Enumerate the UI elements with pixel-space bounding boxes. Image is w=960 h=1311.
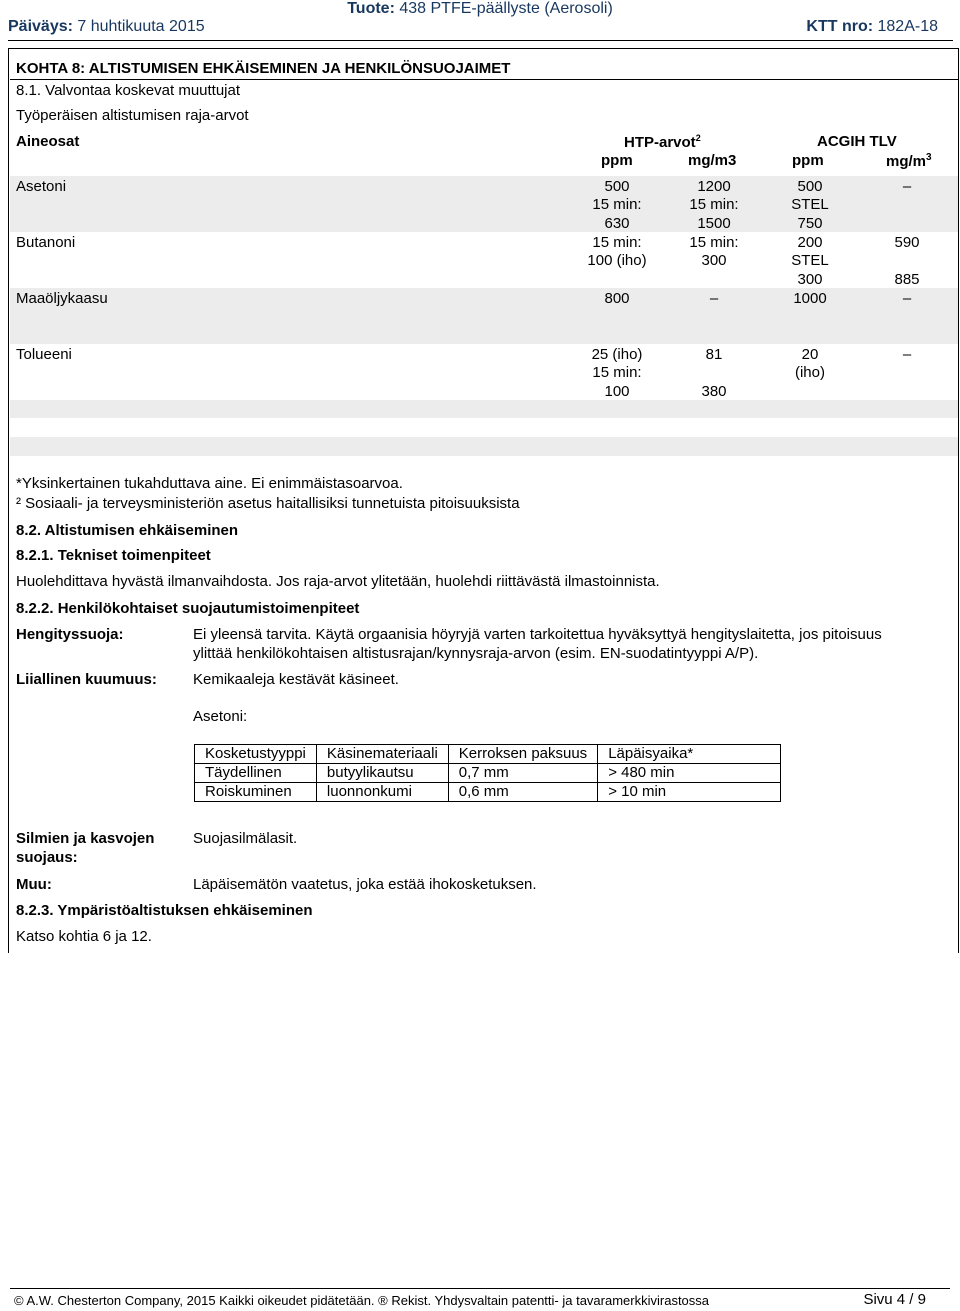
glove-table	[194, 744, 781, 802]
col-ingredients: Aineosat	[16, 133, 80, 150]
row-name-maaoljykaasu: Maaöljykaasu	[16, 290, 108, 307]
eye-label-2: suojaus:	[16, 849, 78, 866]
acetone-label: Asetoni:	[193, 708, 248, 725]
ktt-label: KTT nro:	[806, 18, 874, 35]
table-cell: 81	[705, 346, 723, 363]
glove-header: Läpäisyaika*	[598, 745, 781, 764]
subsection-8-1: 8.1. Valvontaa koskevat muuttujat	[16, 82, 241, 99]
section-divider	[10, 79, 958, 80]
table-cell: 885	[894, 271, 920, 288]
limits-title: Työperäisen altistumisen raja-arvot	[16, 107, 249, 124]
table-cell: 25 (iho)	[591, 346, 643, 363]
col-htp-label: HTP-arvot	[624, 134, 696, 151]
table-cell: 15 min:	[592, 364, 642, 381]
table-cell: 100 (iho)	[587, 252, 647, 269]
table-cell: Roiskuminen	[195, 783, 317, 802]
ppe-title: 8.2.2. Henkilökohtaiset suojautumistoimenpiteet	[16, 600, 360, 617]
heat-label: Liiallinen kuumuus:	[16, 671, 157, 688]
table-cell: 590	[894, 234, 920, 251]
eye-label-1: Silmien ja kasvojen	[16, 830, 155, 847]
table-cell: STEL	[791, 196, 829, 213]
env-text: Katso kohtia 6 ja 12.	[16, 928, 152, 945]
table-cell: 500	[797, 178, 823, 195]
table-cell: 1000	[793, 290, 827, 307]
other-label: Muu:	[16, 876, 52, 893]
table-cell: (iho)	[794, 364, 825, 381]
table-cell: 0,7 mm	[448, 764, 597, 783]
table-cell: 20	[801, 346, 819, 363]
table-cell: –	[902, 290, 912, 307]
tech-measures-text: Huolehdittava hyvästä ilmanvaihdosta. Jos raja-arvot ylitetään, huolehdi riittävästä ilmastoinnista.	[16, 573, 660, 590]
section-title: KOHTA 8: ALTISTUMISEN EHKÄISEMINEN JA HENKILÖNSUOJAIMET	[16, 60, 511, 77]
row-name-tolueeni: Tolueeni	[16, 346, 72, 363]
row-band-empty-2	[10, 437, 958, 456]
env-title: 8.2.3. Ympäristöaltistuksen ehkäiseminen	[16, 902, 313, 919]
ktt-line	[806, 18, 938, 36]
date-line	[8, 18, 205, 36]
other-text: Läpäisemätön vaatetus, joka estää ihokosketuksen.	[193, 876, 537, 893]
tech-measures-title: 8.2.1. Tekniset toimenpiteet	[16, 547, 211, 564]
respiratory-text-1: Ei yleensä tarvita. Käytä orgaanisia höyryjä varten tarkoitettua hyväksyttyä hengityslaitetta, jos pitoisuus	[193, 626, 882, 643]
table-cell: 500	[604, 178, 630, 195]
table-cell: butyylikautsu	[316, 764, 448, 783]
glove-header: Kosketustyyppi	[195, 745, 317, 764]
table-row	[195, 764, 781, 783]
header-divider	[8, 40, 953, 41]
table-cell: > 480 min	[598, 764, 781, 783]
table-cell: 15 min:	[592, 234, 642, 251]
unit-htp-ppm: ppm	[601, 152, 633, 169]
date-label: Päiväys:	[8, 18, 73, 35]
page-number: Sivu 4 / 9	[863, 1291, 926, 1308]
page-header	[0, 0, 960, 44]
eye-text: Suojasilmälasit.	[193, 830, 298, 847]
ktt-value: 182A-18	[877, 18, 938, 35]
table-cell: –	[902, 346, 912, 363]
respiratory-text-2: ylittää henkilökohtaisen altistusrajan/kynnysraja-arvon (esim. EN-suodatintyyppi A/P).	[193, 645, 759, 662]
table-cell: –	[902, 178, 912, 195]
product-label: Tuote:	[347, 0, 395, 17]
unit-htp-mgm3: mg/m3	[688, 152, 737, 169]
table-cell: 200	[797, 234, 823, 251]
product-name: 438 PTFE-päällyste (Aerosoli)	[399, 0, 613, 17]
table-cell: 630	[604, 215, 630, 232]
note-asphyxiant: *Yksinkertainen tukahduttava aine. Ei enimmäistasoarvoa.	[16, 475, 403, 492]
unit-acgih-ppm: ppm	[792, 152, 824, 169]
col-acgih: ACGIH TLV	[817, 133, 897, 150]
glove-header: Kerroksen paksuus	[448, 745, 597, 764]
table-cell: 800	[604, 290, 630, 307]
footer-copyright: © A.W. Chesterton Company, 2015 Kaikki oikeudet pidätetään. ® Rekist. Yhdysvaltain patentti- ja tavaramerkkivirastossa	[14, 1293, 710, 1308]
table-row	[195, 745, 781, 764]
row-name-asetoni: Asetoni	[16, 178, 67, 195]
col-htp-sup: 2	[695, 133, 701, 143]
unit-acgih-mgm3-label: mg/m	[886, 153, 927, 170]
date-value: 7 huhtikuuta 2015	[77, 18, 205, 35]
table-cell: 100	[604, 383, 630, 400]
table-cell: 1500	[697, 215, 731, 232]
table-cell: 750	[797, 215, 823, 232]
glove-header: Käsinemateriaali	[316, 745, 448, 764]
respiratory-label: Hengityssuoja:	[16, 626, 124, 643]
table-cell: 15 min:	[592, 196, 642, 213]
table-cell: 300	[797, 271, 823, 288]
note-ministry: ² Sosiaali- ja terveysministeriön asetus haitallisiksi tunnetuista pitoisuuksista	[16, 495, 520, 512]
row-name-butanoni: Butanoni	[16, 234, 76, 251]
unit-acgih-mgm3	[886, 152, 932, 170]
table-cell: 0,6 mm	[448, 783, 597, 802]
exposure-title: 8.2. Altistumisen ehkäiseminen	[16, 522, 239, 539]
table-cell: 1200	[697, 178, 731, 195]
unit-acgih-sup: 3	[926, 152, 932, 163]
table-cell: –	[709, 290, 719, 307]
col-htp	[624, 133, 701, 151]
table-row	[195, 783, 781, 802]
heat-text: Kemikaaleja kestävät käsineet.	[193, 671, 399, 688]
table-cell: Täydellinen	[195, 764, 317, 783]
table-cell: 15 min:	[689, 234, 739, 251]
table-cell: luonnonkumi	[316, 783, 448, 802]
table-cell: 300	[701, 252, 727, 269]
footer-divider	[10, 1288, 950, 1289]
table-cell: STEL	[791, 252, 829, 269]
table-cell: 380	[701, 383, 727, 400]
table-cell: 15 min:	[689, 196, 739, 213]
row-band-empty-1	[10, 400, 958, 418]
table-cell: > 10 min	[598, 783, 781, 802]
product-line	[0, 0, 960, 18]
